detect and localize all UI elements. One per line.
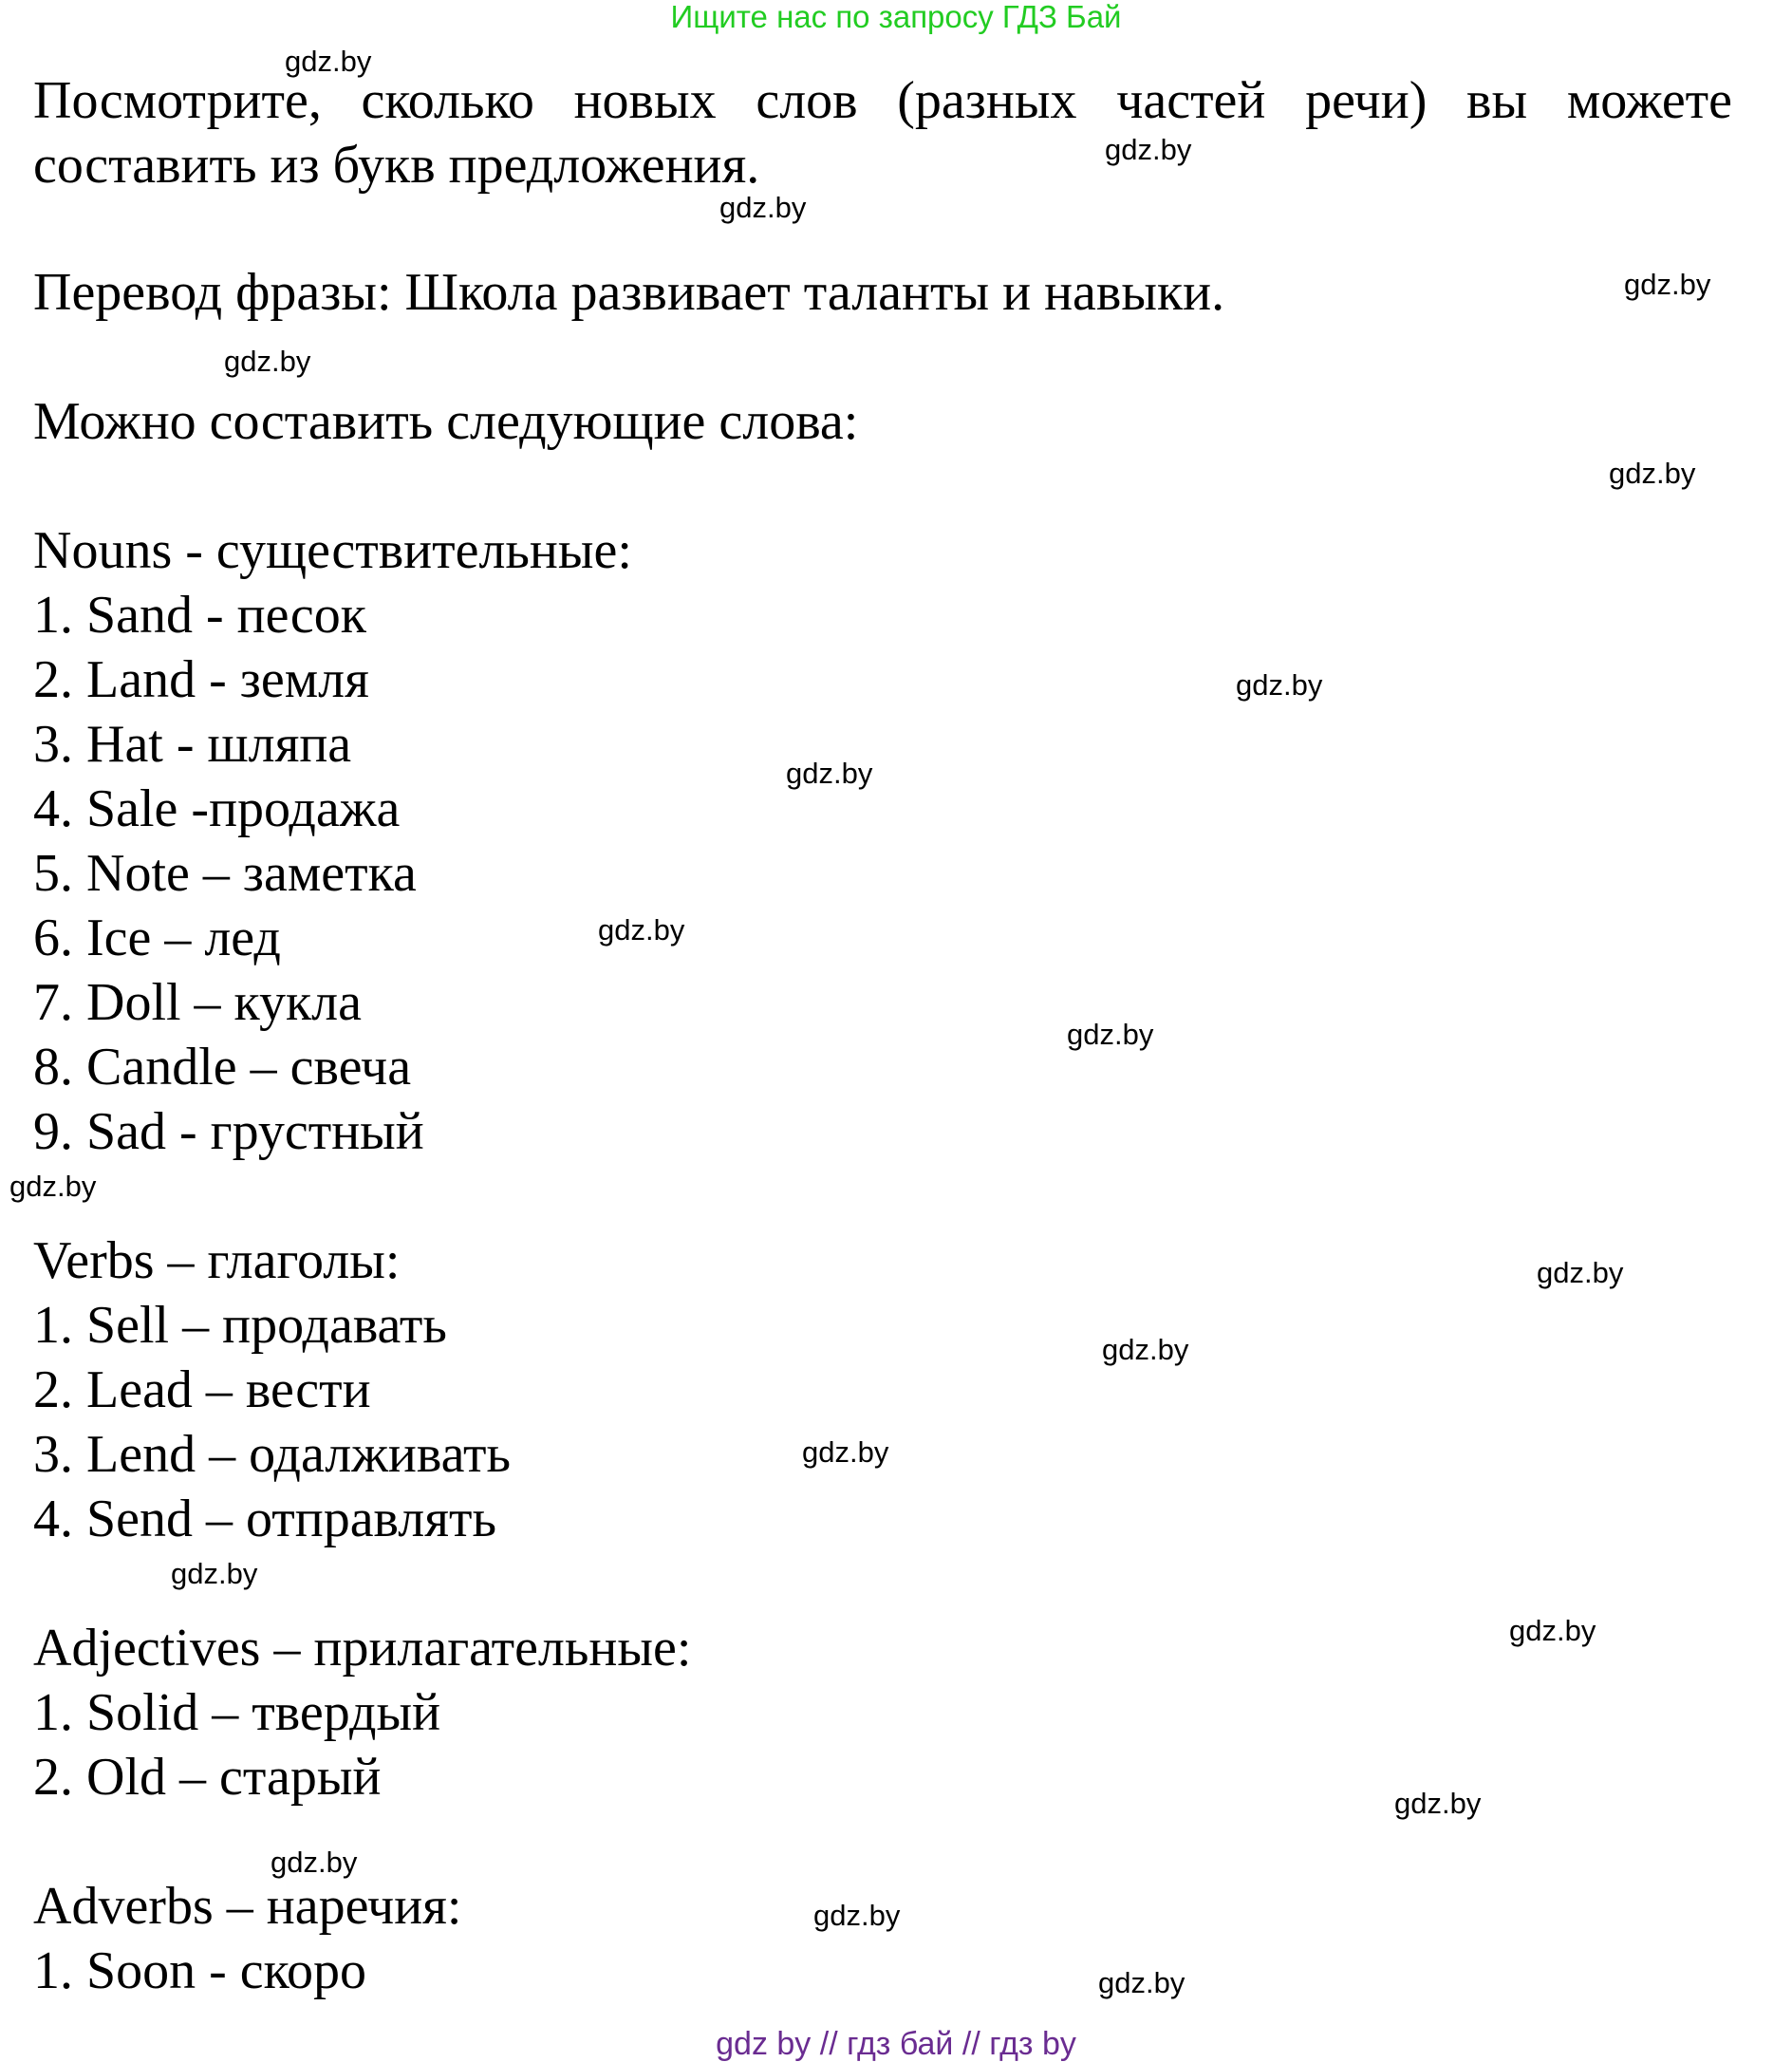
intro-paragraph: Посмотрите, сколько новых слов (разных частей речи) вы можете составить из букв предложения. xyxy=(33,71,1732,195)
watermark: gdz.by xyxy=(813,1899,901,1932)
adjective-item: 1. Solid – твердый xyxy=(33,1683,441,1742)
noun-item: 8. Candle – свеча xyxy=(33,1038,412,1097)
top-banner: Ищите нас по запросу ГДЗ Бай xyxy=(670,0,1122,34)
translation-line: Перевод фразы: Школа развивает таланты и навыки. xyxy=(33,263,1225,322)
noun-item: 5. Note – заметка xyxy=(33,844,417,903)
verb-item: 2. Lead – вести xyxy=(33,1360,371,1419)
footer-links: gdz by // гдз бай // гдз by xyxy=(716,2026,1076,2062)
watermark: gdz.by xyxy=(786,757,873,790)
watermark: gdz.by xyxy=(1102,1333,1189,1366)
watermark: gdz.by xyxy=(171,1557,258,1590)
noun-item: 4. Sale -продажа xyxy=(33,779,401,838)
noun-item: 3. Hat - шляпа xyxy=(33,715,352,774)
watermark: gdz.by xyxy=(1067,1018,1154,1051)
watermark: gdz.by xyxy=(1609,457,1696,490)
watermark: gdz.by xyxy=(802,1435,889,1469)
watermark: gdz.by xyxy=(1105,133,1192,166)
adverb-item: 1. Soon - скоро xyxy=(33,1941,367,2000)
verb-item: 4. Send – отправлять xyxy=(33,1490,496,1548)
noun-item: 6. Ice – лед xyxy=(33,909,281,967)
watermark: gdz.by xyxy=(1537,1256,1624,1289)
spacer xyxy=(33,1551,1732,1616)
watermark: gdz.by xyxy=(1509,1614,1596,1647)
spacer xyxy=(33,197,1732,260)
verb-item: 3. Lend – одалживать xyxy=(33,1425,512,1484)
spacer xyxy=(33,454,1732,518)
watermark: gdz.by xyxy=(1394,1787,1482,1820)
verbs-heading: Verbs – глаголы: xyxy=(33,1231,401,1290)
noun-item: 2. Land - земля xyxy=(33,650,369,709)
watermark: gdz.by xyxy=(9,1170,97,1203)
verb-item: 1. Sell – продавать xyxy=(33,1296,447,1355)
adverbs-heading: Adverbs – наречия: xyxy=(33,1877,462,1936)
watermark: gdz.by xyxy=(1236,668,1323,702)
watermark: gdz.by xyxy=(719,191,807,224)
watermark: gdz.by xyxy=(224,345,311,378)
spacer xyxy=(33,1164,1732,1228)
adjectives-heading: Adjectives – прилагательные: xyxy=(33,1619,692,1678)
compose-line: Можно составить следующие слова: xyxy=(33,392,859,451)
adjective-item: 2. Old – старый xyxy=(33,1748,382,1807)
noun-item: 1. Sand - песок xyxy=(33,586,366,645)
watermark: gdz.by xyxy=(1624,268,1711,301)
watermark: gdz.by xyxy=(271,1846,358,1879)
watermark: gdz.by xyxy=(1098,1966,1185,1999)
watermark: gdz.by xyxy=(598,913,685,947)
nouns-heading: Nouns - существительные: xyxy=(33,521,632,580)
noun-item: 9. Sad - грустный xyxy=(33,1102,424,1161)
noun-item: 7. Doll – кукла xyxy=(33,973,362,1032)
watermark: gdz.by xyxy=(285,45,372,78)
